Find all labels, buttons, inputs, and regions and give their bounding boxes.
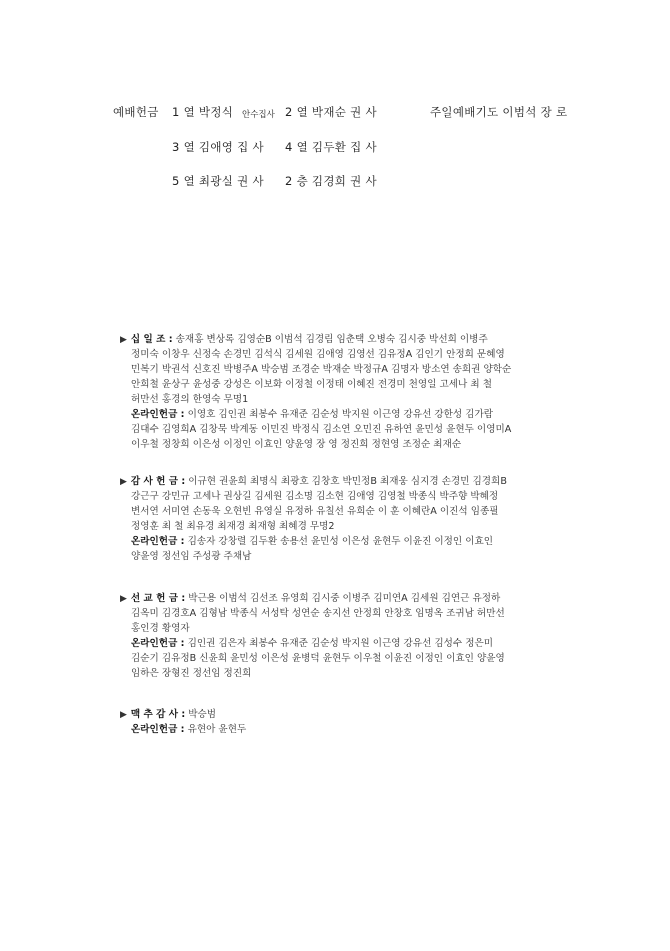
name-line: 유현아 윤현두 <box>187 724 247 735</box>
bullet-icon: ▶ <box>120 710 127 720</box>
row2-col1: 3 열 김애영 집 사 <box>172 140 264 154</box>
offering-label: 예배헌금 <box>113 105 159 119</box>
name-line: 임하은 장형진 정선임 정진희 <box>131 668 252 679</box>
name-line: 이우철 정창희 이은성 이정인 이효인 양윤영 장 영 정진희 정현영 조정순 최재순 <box>131 439 462 450</box>
name-line: 정미숙 이창우 신정숙 손경민 김석식 김세원 김애영 김영선 김유정A 김인기 안정희 문혜영 <box>131 349 505 360</box>
name-line: 허만선 홍경의 한영숙 무명1 <box>131 394 249 405</box>
row3-col2: 2 층 김경희 권 사 <box>285 174 377 188</box>
name-line: 이영호 김인권 최봉수 유재준 김순성 박지원 이근영 강유선 강한성 김가람 <box>187 409 494 420</box>
section-header: 맥 추 감 사 : <box>130 709 186 720</box>
section-header: 선 교 헌 금 : <box>130 593 186 604</box>
name-line: 안희철 윤상구 윤성중 강성은 이보화 이정철 이정태 이혜진 전경미 천영일 고세나 최 철 <box>131 379 492 390</box>
section-header: 감 사 헌 금 : <box>130 476 186 487</box>
online-header: 온라인헌금 : <box>131 724 185 735</box>
name-line: 김옥미 김경호A 김형남 박종식 서성탁 성연순 송지선 안정희 안창호 임명옥 조귀남 허만선 <box>131 608 505 619</box>
name-line: 이규현 권윤희 최명식 최광호 김창호 박민정B 최재웅 심지경 손경민 김경희B <box>188 476 507 487</box>
name-line: 민복기 박권석 신호진 박병주A 박승범 조경순 박재순 박정규A 김명자 방소연 송희권 양학순 <box>131 364 512 375</box>
row2-col2: 4 열 김두환 집 사 <box>285 140 377 154</box>
row1-col2: 2 열 박재순 권 사 <box>285 105 377 119</box>
online-header: 온라인헌금 : <box>131 536 185 547</box>
row1-col1: 1 열 박정식 <box>172 105 234 119</box>
name-line: 박승범 <box>188 709 217 720</box>
online-header: 온라인헌금 : <box>131 409 185 420</box>
prayer-leader: 주일예배기도 이범석 장 로 <box>430 105 568 119</box>
name-line: 박근용 이범석 김선조 유영희 김시중 이병주 김미연A 김세원 김연근 유정하 <box>188 593 501 604</box>
name-line: 변서연 서미연 손동욱 오현빈 유영실 유정하 유칠선 유희순 이 훈 이혜란A 이진석 임종필 <box>131 506 499 517</box>
row1-col1-title: 안수집사 <box>242 110 275 120</box>
name-line: 정영훈 최 철 최유경 최재경 최재형 최혜경 무명2 <box>131 521 335 532</box>
name-line: 양윤영 정선임 주성광 주채남 <box>131 551 252 562</box>
row3-col1: 5 열 최광실 권 사 <box>172 174 264 188</box>
section-header: 십 일 조 : <box>130 334 173 345</box>
name-line: 김송자 강창렬 김두환 송용선 윤민성 이은성 윤현두 이윤진 이정인 이효인 <box>187 536 494 547</box>
bullet-icon: ▶ <box>120 594 127 604</box>
online-header: 온라인헌금 : <box>131 638 185 649</box>
name-line: 김순기 김유정B 신윤희 윤민성 이은성 윤병덕 윤현두 이우철 이윤진 이정인 이효인 양윤영 <box>131 653 505 664</box>
name-line: 김대수 김영희A 김창묵 박계동 이민진 박정식 김소연 오민진 유하연 윤민성 윤현두 이영미A <box>131 424 512 435</box>
name-line: 홍인경 황영자 <box>131 623 190 634</box>
bullet-icon: ▶ <box>120 477 127 487</box>
name-line: 김인권 김은자 최봉수 유재준 김순성 박지원 이근영 강유선 김성수 정은미 <box>187 638 494 649</box>
name-line: 송재홍 변상록 김영순B 이범석 김경림 임춘택 오병숙 김시중 박선희 이병주 <box>175 334 488 345</box>
name-line: 강근구 강민규 고세나 권상길 김세원 김소명 김소현 김애영 김영철 박종식 박주향 박혜정 <box>131 491 499 502</box>
bullet-icon: ▶ <box>120 335 127 345</box>
